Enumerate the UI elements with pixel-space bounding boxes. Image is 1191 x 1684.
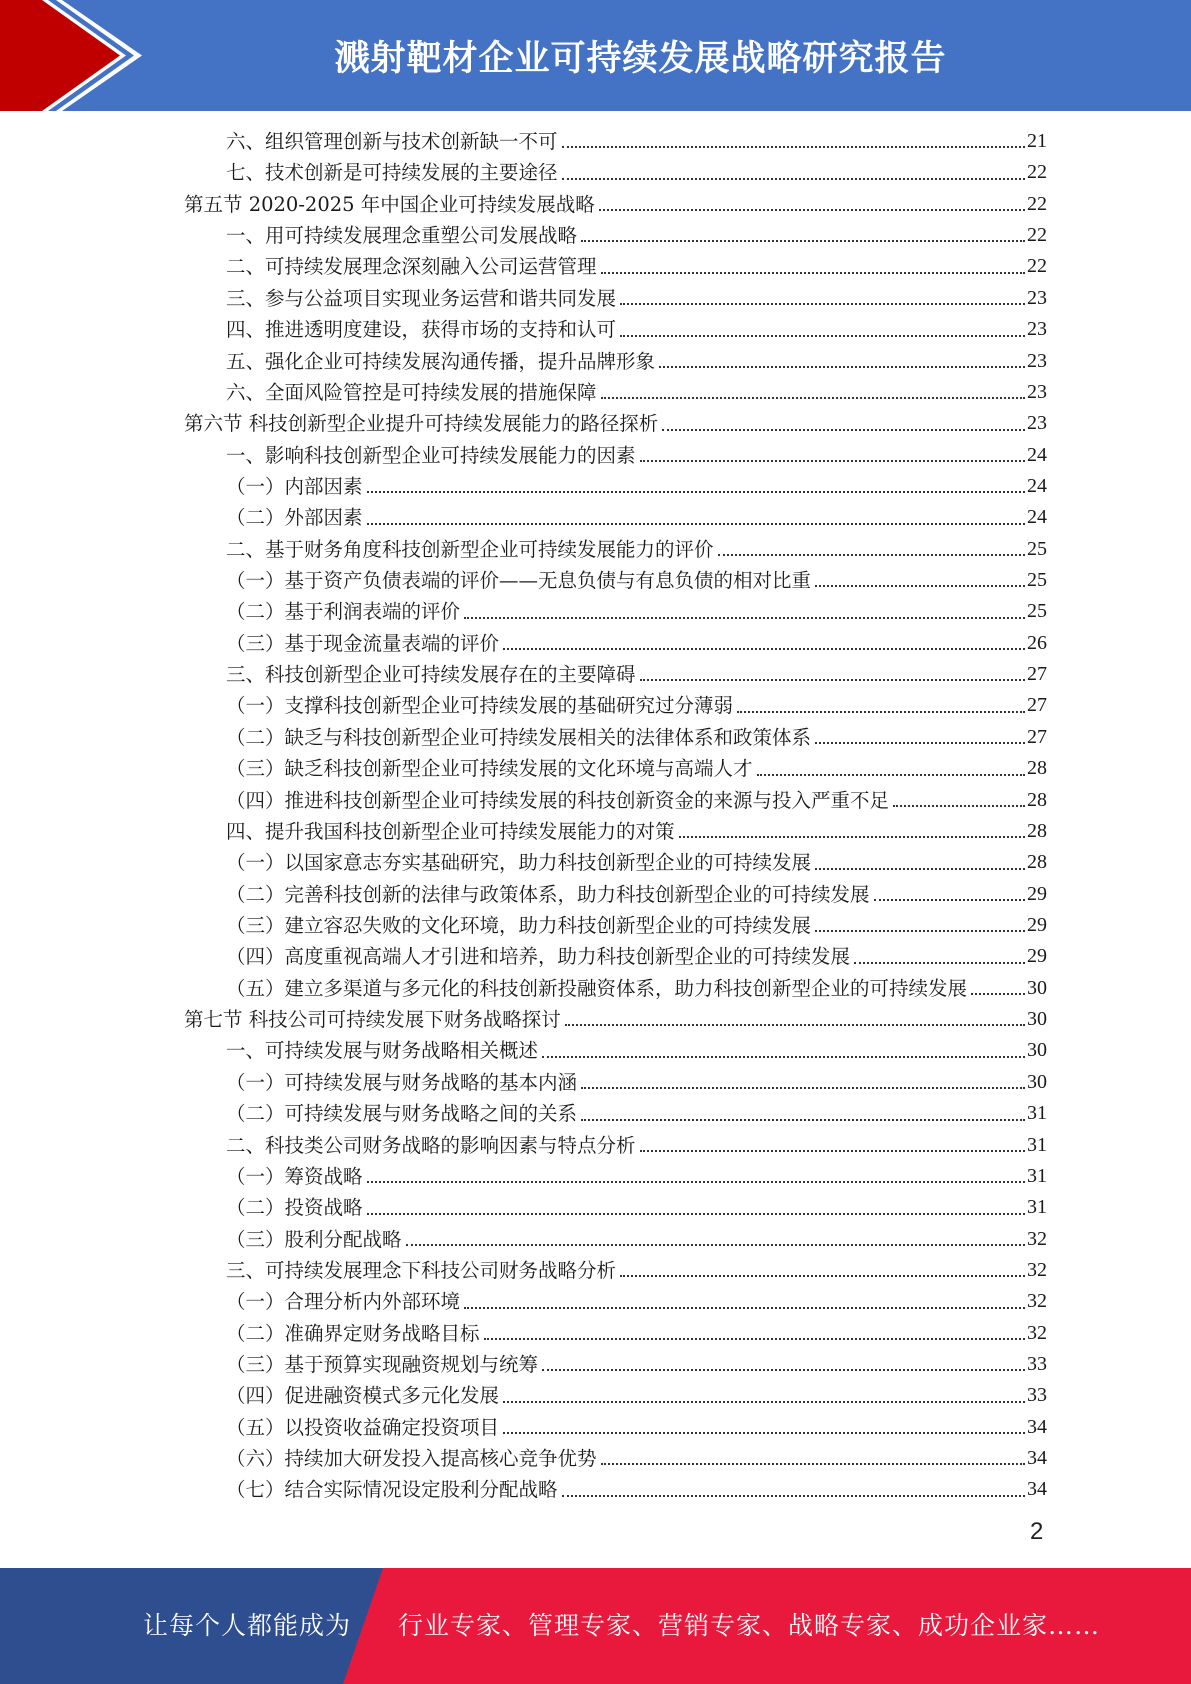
toc-entry-page: 25 [1027, 600, 1047, 623]
toc-entry-title: （一）合理分析内外部环境 [226, 1290, 461, 1314]
toc-entry[interactable] [184, 1067, 1047, 1098]
toc-entry[interactable] [184, 1130, 1047, 1161]
toc-entry-title: 三、可持续发展理念下科技公司财务战略分析 [226, 1258, 617, 1282]
toc-dot-leader [367, 1212, 1025, 1215]
toc-entry[interactable] [184, 1098, 1047, 1129]
toc-entry[interactable] [184, 565, 1047, 596]
toc-dot-leader [640, 678, 1025, 681]
toc-entry-title: 六、全面风险管控是可持续发展的措施保障 [226, 380, 597, 404]
toc-entry-title: （三）股利分配战略 [226, 1227, 402, 1251]
toc-dot-leader [484, 1337, 1025, 1340]
report-header [0, 0, 1191, 111]
toc-entry[interactable] [184, 377, 1047, 408]
toc-entry-page: 25 [1027, 569, 1047, 592]
toc-entry-title: （二）投资战略 [226, 1196, 363, 1220]
table-of-contents [184, 126, 1047, 1506]
toc-entry-page: 32 [1027, 1290, 1047, 1313]
toc-entry-page: 30 [1027, 1039, 1047, 1062]
toc-entry-title: （四）推进科技创新型企业可持续发展的科技创新资金的来源与投入严重不足 [226, 788, 890, 812]
toc-section-entry[interactable] [184, 189, 1047, 220]
toc-entry[interactable] [184, 440, 1047, 471]
toc-dot-leader [659, 365, 1025, 368]
toc-entry-title: 二、可持续发展理念深刻融入公司运营管理 [226, 255, 597, 279]
toc-entry[interactable] [184, 126, 1047, 157]
toc-entry-page: 34 [1027, 1447, 1047, 1470]
toc-entry[interactable] [184, 753, 1047, 784]
toc-dot-leader [601, 271, 1025, 274]
toc-section-entry[interactable] [184, 1004, 1047, 1035]
toc-dot-leader [464, 1306, 1025, 1309]
toc-dot-leader [406, 1243, 1025, 1246]
toc-dot-leader [620, 302, 1025, 305]
toc-entry-title: （三）基于预算实现融资规划与统筹 [226, 1353, 539, 1377]
toc-entry-page: 28 [1027, 851, 1047, 874]
toc-entry-title: （五）以投资收益确定投资项目 [226, 1415, 500, 1439]
toc-entry-page: 22 [1027, 255, 1047, 278]
toc-entry[interactable] [184, 628, 1047, 659]
toc-entry[interactable] [184, 534, 1047, 565]
toc-dot-leader [464, 616, 1025, 619]
toc-dot-leader [581, 1086, 1025, 1089]
toc-entry[interactable] [184, 220, 1047, 251]
toc-dot-leader [737, 710, 1025, 713]
toc-dot-leader [601, 396, 1025, 399]
toc-entry-page: 30 [1027, 1070, 1047, 1093]
toc-entry[interactable] [184, 659, 1047, 690]
toc-entry-page: 30 [1027, 1008, 1047, 1031]
footer-slogan-right: 行业专家、管理专家、营销专家、战略专家、成功企业家…… [398, 1611, 1101, 1640]
toc-entry[interactable] [184, 690, 1047, 721]
toc-entry-page: 28 [1027, 788, 1047, 811]
toc-entry-page: 27 [1027, 663, 1047, 686]
toc-entry-page: 27 [1027, 725, 1047, 748]
toc-entry-title: 六、组织管理创新与技术创新缺一不可 [226, 130, 558, 153]
toc-entry[interactable] [184, 941, 1047, 972]
toc-section-entry[interactable] [184, 408, 1047, 439]
toc-entry-title: （一）可持续发展与财务战略的基本内涵 [226, 1070, 578, 1094]
toc-entry-page: 30 [1027, 976, 1047, 999]
toc-entry-page: 22 [1027, 161, 1047, 184]
toc-dot-leader [679, 835, 1025, 838]
toc-dot-leader [620, 1274, 1025, 1277]
toc-entry-page: 33 [1027, 1384, 1047, 1407]
toc-entry[interactable] [184, 1349, 1047, 1380]
toc-entry[interactable] [184, 1161, 1047, 1192]
toc-entry-title: （四）高度重视高端人才引进和培养，助力科技创新型企业的可持续发展 [226, 945, 851, 969]
toc-dot-leader [367, 490, 1025, 493]
toc-entry-page: 23 [1027, 349, 1047, 372]
toc-dot-leader [581, 1118, 1025, 1121]
toc-entry-title: （三）建立容忍失败的文化环境，助力科技创新型企业的可持续发展 [226, 913, 812, 937]
toc-entry-title: 一、可持续发展与财务战略相关概述 [226, 1039, 539, 1063]
report-title: 溅射靶材企业可持续发展战略研究报告 [334, 38, 947, 79]
toc-entry-title: 一、用可持续发展理念重塑公司发展战略 [226, 224, 578, 248]
toc-entry-page: 24 [1027, 443, 1047, 466]
toc-entry-page: 29 [1027, 913, 1047, 936]
toc-entry-title: 二、科技类公司财务战略的影响因素与特点分析 [226, 1133, 636, 1157]
toc-entry-page: 33 [1027, 1353, 1047, 1376]
toc-dot-leader [640, 459, 1025, 462]
toc-entry[interactable] [184, 157, 1047, 188]
toc-dot-leader [893, 804, 1025, 807]
toc-entry-page: 22 [1027, 192, 1047, 215]
toc-entry-title: （二）外部因素 [226, 506, 363, 530]
toc-entry-title: （一）以国家意志夯实基础研究，助力科技创新型企业的可持续发展 [226, 851, 812, 875]
toc-entry-page: 24 [1027, 506, 1047, 529]
toc-entry[interactable] [184, 816, 1047, 847]
toc-dot-leader [562, 1494, 1025, 1497]
toc-dot-leader [503, 1431, 1025, 1434]
toc-entry-page: 31 [1027, 1164, 1047, 1187]
toc-dot-leader [854, 961, 1025, 964]
toc-entry[interactable] [184, 1443, 1047, 1474]
toc-dot-leader [562, 177, 1025, 180]
toc-dot-leader [620, 334, 1025, 337]
toc-dot-leader [640, 1149, 1025, 1152]
toc-entry-title: （一）内部因素 [226, 474, 363, 498]
toc-dot-leader [581, 239, 1025, 242]
toc-entry[interactable] [184, 847, 1047, 878]
toc-entry-title: 二、基于财务角度科技创新型企业可持续发展能力的评价 [226, 537, 714, 561]
toc-entry-title: （一）支撑科技创新型企业可持续发展的基础研究过分薄弱 [226, 694, 734, 718]
toc-dot-leader [971, 992, 1025, 995]
page-footer [0, 1568, 1191, 1684]
toc-entry[interactable] [184, 1255, 1047, 1286]
toc-entry-title: （三）基于现金流量表端的评价 [226, 631, 500, 655]
toc-entry[interactable] [184, 596, 1047, 627]
toc-entry-title: （一）筹资战略 [226, 1164, 363, 1188]
toc-dot-leader [542, 1368, 1025, 1371]
toc-dot-leader [367, 522, 1025, 525]
toc-dot-leader [562, 145, 1025, 148]
toc-entry-page: 23 [1027, 412, 1047, 435]
toc-entry[interactable] [184, 973, 1047, 1004]
toc-entry[interactable] [184, 314, 1047, 345]
toc-entry-page: 31 [1027, 1102, 1047, 1125]
toc-entry[interactable] [184, 785, 1047, 816]
toc-dot-leader [503, 647, 1025, 650]
toc-entry[interactable] [184, 1286, 1047, 1317]
toc-entry-page: 34 [1027, 1478, 1047, 1501]
toc-entry[interactable] [184, 1412, 1047, 1443]
toc-entry[interactable] [184, 1474, 1047, 1505]
toc-entry-title: （七）结合实际情况设定股利分配战略 [226, 1478, 558, 1502]
toc-entry-title: 三、参与公益项目实现业务运营和谐共同发展 [226, 286, 617, 310]
toc-entry-page: 29 [1027, 882, 1047, 905]
toc-entry[interactable] [184, 251, 1047, 282]
toc-entry-title: 四、推进透明度建设，获得市场的支持和认可 [226, 318, 617, 342]
toc-entry-page: 27 [1027, 694, 1047, 717]
toc-entry-page: 28 [1027, 819, 1047, 842]
toc-entry-title: （二）基于利润表端的评价 [226, 600, 461, 624]
toc-dot-leader [367, 1180, 1025, 1183]
toc-entry-title: 三、科技创新型企业可持续发展存在的主要障碍 [226, 663, 636, 687]
toc-entry[interactable] [184, 1224, 1047, 1255]
toc-entry[interactable] [184, 471, 1047, 502]
toc-entry-page: 22 [1027, 224, 1047, 247]
toc-entry-title: （六）持续加大研发投入提高核心竞争优势 [226, 1447, 597, 1471]
toc-entry[interactable] [184, 722, 1047, 753]
toc-entry[interactable] [184, 502, 1047, 533]
toc-entry-title: 五、强化企业可持续发展沟通传播，提升品牌形象 [226, 349, 656, 373]
toc-dot-leader [601, 1462, 1025, 1465]
toc-entry-title: （二）准确界定财务战略目标 [226, 1321, 480, 1345]
toc-entry-title: 四、提升我国科技创新型企业可持续发展能力的对策 [226, 819, 675, 843]
toc-entry-page: 32 [1027, 1321, 1047, 1344]
toc-entry-page: 21 [1027, 130, 1047, 152]
toc-dot-leader [662, 428, 1025, 431]
footer-slogan-left: 让每个人都能成为 [143, 1611, 352, 1640]
toc-dot-leader [874, 898, 1025, 901]
toc-entry-page: 28 [1027, 757, 1047, 780]
toc-entry-title: 一、影响科技创新型企业可持续发展能力的因素 [226, 443, 636, 467]
page-number: 2 [1030, 1518, 1044, 1545]
toc-entry-title: （三）缺乏科技创新型企业可持续发展的文化环境与高端人才 [226, 757, 753, 781]
toc-entry-title: （一）基于资产负债表端的评价——无息负债与有息负债的相对比重 [226, 569, 812, 593]
toc-entry[interactable] [184, 1318, 1047, 1349]
toc-entry-page: 31 [1027, 1196, 1047, 1219]
toc-dot-leader [718, 553, 1025, 556]
toc-entry[interactable] [184, 910, 1047, 941]
toc-entry-page: 31 [1027, 1133, 1047, 1156]
toc-entry-title: （二）缺乏与科技创新型企业可持续发展相关的法律体系和政策体系 [226, 725, 812, 749]
toc-entry-title: 第五节 2020-2025 年中国企业可持续发展战略 [184, 192, 595, 216]
toc-entry-title: （二）完善科技创新的法律与政策体系，助力科技创新型企业的可持续发展 [226, 882, 870, 906]
toc-entry-page: 29 [1027, 945, 1047, 968]
toc-entry[interactable] [184, 346, 1047, 377]
toc-entry-page: 34 [1027, 1415, 1047, 1438]
toc-entry-page: 23 [1027, 286, 1047, 309]
toc-entry-page: 32 [1027, 1227, 1047, 1250]
toc-entry-page: 24 [1027, 474, 1047, 497]
red-arrow-decoration [0, 0, 150, 111]
toc-entry-page: 32 [1027, 1258, 1047, 1281]
toc-dot-leader [757, 773, 1025, 776]
toc-entry-page: 23 [1027, 318, 1047, 341]
toc-dot-leader [565, 1023, 1025, 1026]
toc-entry-title: 七、技术创新是可持续发展的主要途径 [226, 161, 558, 185]
toc-entry[interactable] [184, 283, 1047, 314]
toc-entry-page: 25 [1027, 537, 1047, 560]
toc-entry[interactable] [184, 1380, 1047, 1411]
toc-entry-page: 26 [1027, 631, 1047, 654]
toc-dot-leader [503, 1400, 1025, 1403]
toc-entry[interactable] [184, 1192, 1047, 1223]
toc-dot-leader [599, 208, 1025, 211]
toc-entry-title: （四）促进融资模式多元化发展 [226, 1384, 500, 1408]
toc-entry-title: 第六节 科技创新型企业提升可持续发展能力的路径探析 [184, 412, 659, 436]
toc-entry-title: （五）建立多渠道与多元化的科技创新投融资体系，助力科技创新型企业的可持续发展 [226, 976, 968, 1000]
toc-dot-leader [815, 929, 1025, 932]
toc-entry-page: 23 [1027, 380, 1047, 403]
toc-dot-leader [815, 867, 1025, 870]
toc-dot-leader [815, 584, 1025, 587]
toc-entry[interactable] [184, 879, 1047, 910]
toc-entry-title: 第七节 科技公司可持续发展下财务战略探讨 [184, 1008, 561, 1032]
toc-dot-leader [815, 741, 1025, 744]
toc-dot-leader [542, 1055, 1025, 1058]
toc-entry-title: （二）可持续发展与财务战略之间的关系 [226, 1102, 578, 1126]
toc-entry[interactable] [184, 1035, 1047, 1066]
